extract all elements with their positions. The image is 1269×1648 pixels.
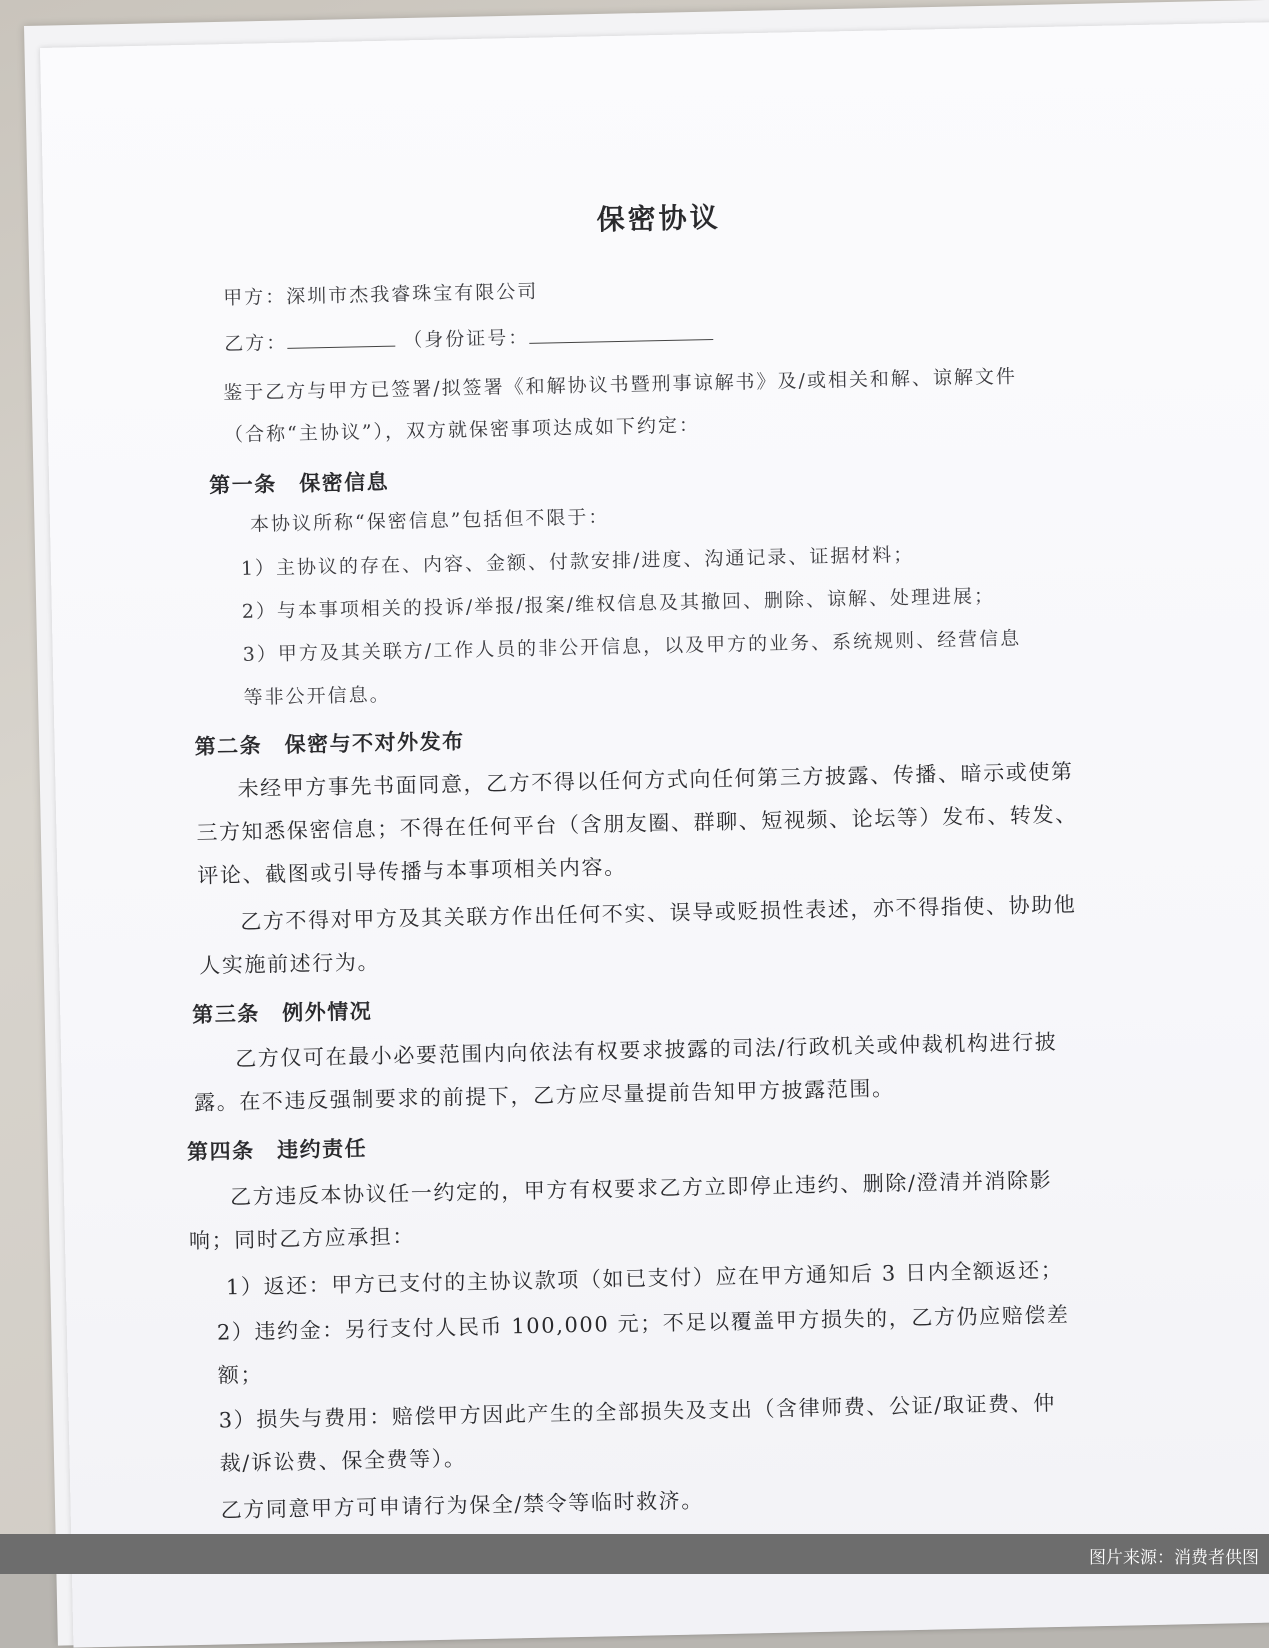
article-2-paragraph-1-cont: 三方知悉保密信息；不得在任何平台（含朋友圈、群聊、短视频、论坛等）发布、转发、 [196, 802, 1078, 845]
article-3-paragraph-cont: 露。在不违反强制要求的前提下，乙方应尽量提前告知甲方披露范围。 [193, 1076, 895, 1116]
party-b-id-label: （身份证号： [403, 326, 530, 352]
article-4-item-1: 1）返还：甲方已支付的主协议款项（如已支付）应在甲方通知后 3 日内全额返还； [225, 1257, 1064, 1300]
article-4-paragraph-2: 乙方同意甲方可申请行为保全/禁令等临时救济。 [220, 1488, 705, 1523]
party-a-line: 甲方：深圳市杰我睿珠宝有限公司 [223, 280, 539, 310]
article-4-paragraph-1-cont: 响；同时乙方应承担： [188, 1224, 416, 1254]
article-3-heading: 第三条 例外情况 [192, 998, 373, 1028]
caption-bar [0, 1534, 1269, 1574]
article-3-paragraph: 乙方仅可在最小必要范围内向依法有权要求披露的司法/行政机关或仲裁机构进行披 [234, 1029, 1058, 1072]
article-1-intro: 本协议所称“保密信息”包括但不限于： [249, 506, 610, 536]
article-4-item-3: 3）损失与费用：赔偿甲方因此产生的全部损失及支出（含律师费、公证/取证费、仲 [218, 1391, 1057, 1433]
article-4-item-3-cont: 裁/诉讼费、保全费等）。 [219, 1446, 467, 1476]
article-1-item-3: 3）甲方及其关联方/工作人员的非公开信息，以及甲方的业务、系统规则、经营信息 [242, 627, 1022, 666]
image-source-caption: 图片来源：消费者供图 [1089, 1548, 1259, 1568]
article-2-paragraph-1: 未经甲方事先书面同意，乙方不得以任何方式向任何第三方披露、传播、暗示或使第 [237, 759, 1074, 802]
document-title: 保密协议 [596, 200, 722, 237]
article-2-heading: 第二条 保密与不对外发布 [194, 728, 465, 759]
article-4-paragraph-1: 乙方违反本协议任一约定的，甲方有权要求乙方立即停止违约、删除/澄清并消除影 [229, 1168, 1053, 1210]
article-2-paragraph-2: 乙方不得对甲方及其关联方作出任何不实、误导或贬损性表述，亦不得指使、协助他 [240, 892, 1077, 934]
preamble-line-1: 鉴于乙方与甲方已签署/拟签署《和解协议书暨刑事谅解书》及/或相关和解、谅解文件 [223, 365, 1018, 405]
preamble-line-2: （合称“主协议”），双方就保密事项达成如下约定： [223, 414, 701, 447]
article-4-item-2: 2）违约金：另行支付人民币 100,000 元；不足以覆盖甲方损失的，乙方仍应赔偿差 [216, 1302, 1070, 1345]
article-1-heading: 第一条 保密信息 [208, 468, 390, 498]
party-b-label: 乙方： [224, 331, 288, 356]
party-b-name-blank [287, 342, 395, 349]
article-2-paragraph-2-cont: 人实施前述行为。 [199, 950, 381, 978]
article-2-paragraph-1-end: 评论、截图或引导传播与本事项相关内容。 [197, 854, 627, 888]
article-1-item-2: 2）与本事项相关的投诉/举报/报案/维权信息及其撤回、删除、谅解、处理进展； [241, 585, 996, 623]
article-4-heading: 第四条 违约责任 [186, 1135, 368, 1165]
article-1-item-3-cont: 等非公开信息。 [243, 683, 391, 709]
party-b-id-blank [529, 335, 713, 344]
article-4-item-2-cont: 额； [217, 1362, 264, 1388]
party-b-line [224, 319, 714, 356]
article-1-item-1: 1）主协议的存在、内容、金额、付款安排/进度、沟通记录、证据材料； [240, 543, 915, 580]
document-page [40, 22, 1269, 1648]
